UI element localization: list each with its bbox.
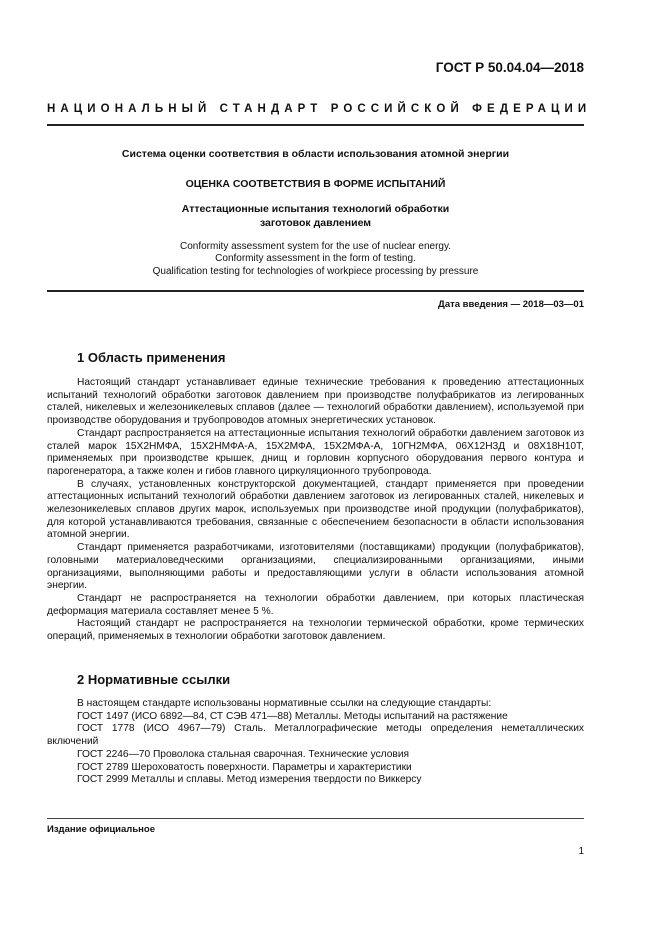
footer-divider <box>47 818 584 819</box>
page-number: 1 <box>578 846 584 857</box>
reference-item: ГОСТ 1497 (ИСО 6892—84, СТ СЭВ 471—88) Металлы. Методы испытаний на растяжение <box>77 710 508 722</box>
paragraph: В настоящем стандарте использованы нормативные ссылки на следующие стандарты: <box>77 698 492 709</box>
section-1-body <box>47 377 584 644</box>
title-divider <box>47 290 584 292</box>
subtitle-line-1: Аттестационные испытания технологий обработки <box>181 203 450 215</box>
paragraph: Стандарт распространяется на аттестационные испытания технологий обработки давлением заготовок из сталей марок 15Х2НМФА, 15Х2НМФА-А, 15Х2МФА, 15Х2МФА-А, 10ГН2МФА, 06Х12Н3Д и 08Х18Н10Т, применяемых при производстве крышек, днищ и горловин корпусного оборудования первого контура и парогенератора, а также колен и гибов главного циркуляционного трубопровода. <box>47 427 584 477</box>
paragraph: Настоящий стандарт не распространяется на технологии термической обработки, кроме термических операций, применяемых в технологии обработки заготовок давлением. <box>47 618 584 643</box>
section-1-heading: 1 Область применения <box>77 350 226 365</box>
paragraph: В случаях, установленных конструкторской документацией, стандарт применяется при проведении аттестационных испытаний технологий обработки давлением заготовок из легированных сталей, никелевых и железоникелевых сплавов других марок, используемых при производстве иной продукции (полуфабрикатов), для которой устанавливаются требования, связанные с обеспечением безопасности в области использования атомной энергии. <box>47 478 584 541</box>
paragraph: Стандарт применяется разработчиками, изготовителями (поставщиками) продукции (полуфабрикатов), головными материаловедческими организациями, специализированными организациями, иными организациями, выполняющими работы и предоставляющими услуги в области использования атомной энергии. <box>47 542 584 592</box>
subtitle <box>47 202 584 230</box>
english-title-line-3: Qualification testing for technologies of workpiece processing by pressure <box>152 265 479 277</box>
standard-code: ГОСТ Р 50.04.04—2018 <box>435 60 584 75</box>
system-title: Система оценки соответствия в области использования атомной энергии <box>121 148 510 160</box>
english-title <box>47 241 584 278</box>
paragraph: Стандарт не распространяется на технологии обработки давлением, при которых пластическая деформация материала составляет менее 5 %. <box>47 592 584 617</box>
english-title-line-2: Conformity assessment in the form of testing. <box>215 253 416 265</box>
introduction-date: Дата введения — 2018—03—01 <box>438 299 584 310</box>
reference-item: ГОСТ 2999 Металлы и сплавы. Метод измерения твердости по Виккерсу <box>77 774 422 786</box>
section-2-body <box>47 698 584 787</box>
section-2-heading: 2 Нормативные ссылки <box>77 672 231 687</box>
paragraph: Настоящий стандарт устанавливает единые технические требования к проведению аттестационных испытаний технологий обработки заготовок давлением при производстве полуфабрикатов из легированных сталей, никелевых и железоникелевых сплавов (далее — технологий обработки давлением), используемой при производстве оборудования и трубопроводов атомных энергетических установок. <box>47 377 584 427</box>
official-edition-label: Издание официальное <box>47 824 155 835</box>
subtitle-line-2: заготовок давлением <box>259 217 372 229</box>
reference-item: ГОСТ 1778 (ИСО 4967—79) Сталь. Металлографические методы определения неметаллических включений <box>47 723 584 748</box>
reference-item: ГОСТ 2789 Шероховатость поверхности. Параметры и характеристики <box>77 761 412 773</box>
english-title-line-1: Conformity assessment system for the use of nuclear energy. <box>179 241 452 252</box>
reference-item: ГОСТ 2246—70 Проволока стальная сварочная. Технические условия <box>77 748 410 760</box>
top-divider <box>47 124 584 126</box>
national-standard-title: НАЦИОНАЛЬНЫЙ СТАНДАРТ РОССИЙСКОЙ ФЕДЕРАЦИИ <box>47 103 592 115</box>
main-title: ОЦЕНКА СООТВЕТСТВИЯ В ФОРМЕ ИСПЫТАНИЙ <box>185 178 446 190</box>
